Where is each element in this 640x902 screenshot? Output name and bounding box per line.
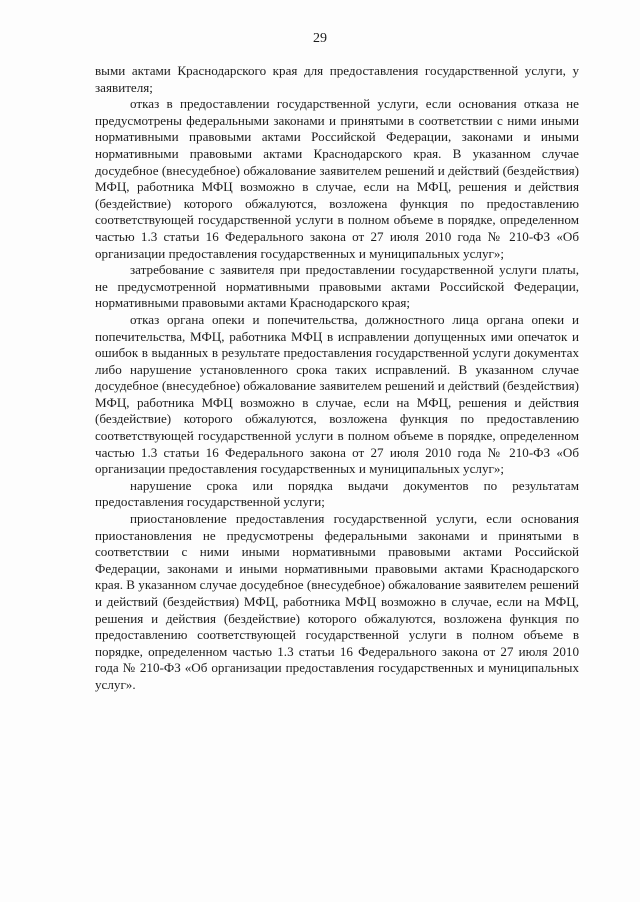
page-number: 29 [313,31,327,46]
paragraph-5: нарушение срока или порядка выдачи документов по результатам предоставления государственной услуги; [95,477,579,510]
paragraph-6: приостановление предоставления государственной услуги, если основания приостановления не предусмотрены федеральными законами и принятыми в соответствии с ними иными нормативными правовыми актами Российской Федерации, законами и иными нормативными правовыми актами Краснодарского края. В указанном случае досудебное (внесудебное) обжалование заявителем решений и действий (бездействия) МФЦ, работника МФЦ возможно в случае, если на МФЦ, решения и действия (бездействие) которого обжалуются, возложена функция по предоставлению соответствующей государственной услуги в полном объеме в порядке, определенном частью 1.3 статьи 16 Федерального закона от 27 июля 2010 года № 210-ФЗ «Об организации предоставления государственных и муниципальных услуг». [95,511,579,692]
paragraph-4: отказ органа опеки и попечительства, должностного лица органа опеки и попечительства, МФЦ, работника МФЦ в исправлении допущенных ими опечаток и ошибок в выданных в результате предоставления государственной услуги документах либо нарушение установленного срока таких исправлений. В указанном случае досудебное (внесудебное) обжалование заявителем решений и действий (бездействия) МФЦ, работника МФЦ возможно в случае, если на МФЦ, решения и действия (бездействие) которого обжалуются, возложена функция по предоставлению соответствующей государственной услуги в полном объеме в порядке, определенном частью 1.3 статьи 16 Федерального закона от 27 июля 2010 года № 210-ФЗ «Об организации предоставления государственных и муниципальных услуг»; [95,311,579,477]
paragraph-2: отказ в предоставлении государственной услуги, если основания отказа не предусмотрены федеральными законами и принятыми в соответствии с ними иными нормативными правовыми актами Российской Федерации, законами и иными нормативными правовыми актами Краснодарского края. В указанном случае досудебное (внесудебное) обжалование заявителем решений и действий (бездействия) МФЦ, работника МФЦ возможно в случае, если на МФЦ, решения и действия (бездействие) которого обжалуются, возложена функция по предоставлению соответствующей государственной услуги в полном объеме в порядке, определенном частью 1.3 статьи 16 Федерального закона от 27 июля 2010 года № 210-ФЗ «Об организации предоставления государственных и муниципальных услуг»; [95,96,579,261]
paragraph-3: затребование с заявителя при предоставлении государственной услуги платы, не предусмотренной нормативными правовыми актами Российской Федерации, нормативными правовыми актами Краснодарского края; [95,262,579,311]
document-body [95,63,579,694]
paragraph-1: выми актами Краснодарского края для предоставления государственной услуги, у заявителя; [95,63,579,95]
